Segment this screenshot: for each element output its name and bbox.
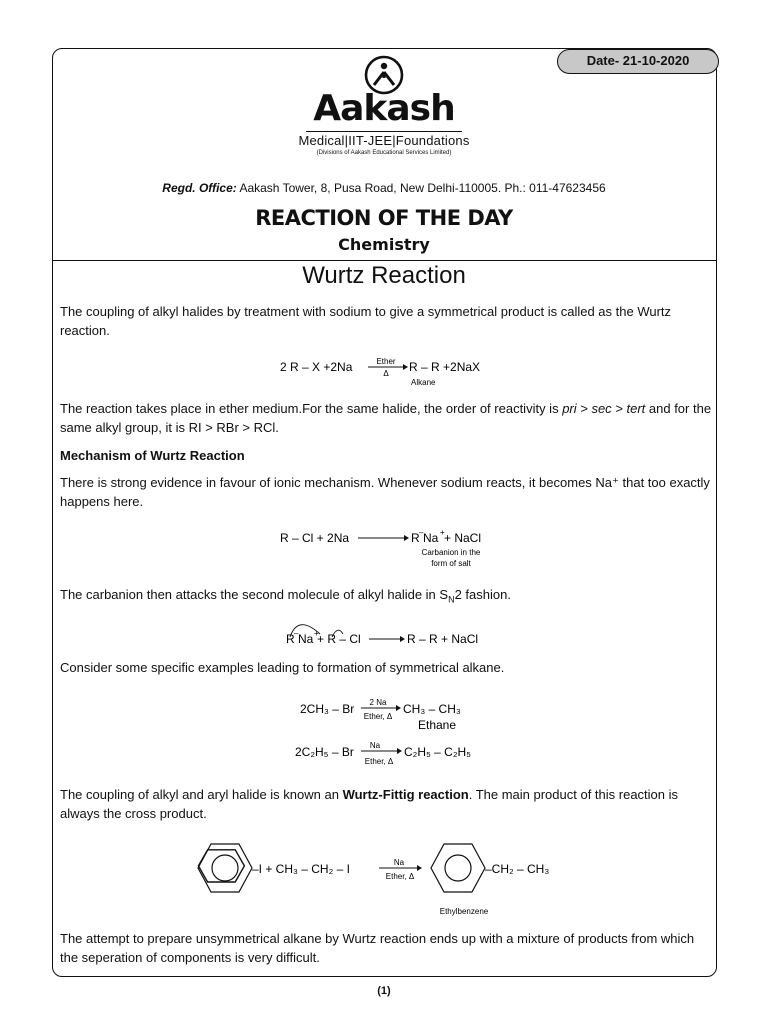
brand-division: (Divisions of Aakash Educational Services Limited) [316, 150, 452, 156]
unsymmetrical-paragraph: The attempt to prepare unsymmetrical alkane by Wurtz reaction ends up with a mixture of products from which the seperation of components is very difficult. [60, 931, 695, 965]
brand-name: Aakash [313, 88, 455, 129]
equation-5 [287, 737, 487, 769]
examples-paragraph: Consider some specific examples leading to formation of symmetrical alkane. [60, 660, 505, 675]
equation-3 [276, 612, 506, 652]
regd-label: Regd. Office: [162, 181, 237, 195]
eq5-rhs: C₂H₅ – C₂H₅ [404, 745, 471, 759]
eq2-plus: + [440, 528, 445, 537]
p2-order: pri > sec > tert [562, 401, 646, 416]
eq6-above: Na [393, 858, 405, 867]
eq5-above: Na [369, 741, 381, 750]
page-number: (1) [377, 985, 391, 997]
eq6-product-label: Ethylbenzene [439, 907, 489, 916]
page-title: Wurtz Reaction [302, 262, 466, 289]
eq3-rest: + R – Cl [317, 632, 361, 646]
p4-sub: N [448, 594, 455, 605]
eq2-lhs: R – Cl + 2Na [280, 531, 350, 545]
p6-post: . The main product of this reaction is always the cross product. [60, 787, 679, 821]
benzene-ring-left-icon [198, 844, 252, 892]
eq1-lhs: 2 R – X +2Na [280, 360, 353, 374]
mechanism-heading: Mechanism of Wurtz Reaction [60, 448, 245, 463]
date-badge: Date- 21-10-2020 [557, 49, 719, 74]
reactivity-paragraph [60, 399, 712, 437]
p6-bold: Wurtz-Fittig reaction [342, 787, 469, 802]
equation-4 [292, 694, 492, 734]
eq2-R: R [411, 531, 420, 545]
eq4-above: 2 Na [369, 698, 387, 707]
eq2-note2: form of salt [431, 559, 471, 568]
eq2-Na: Na [423, 531, 439, 545]
tagline-rule [306, 131, 462, 132]
eq4-below: Ether, Δ [363, 712, 393, 721]
eq1-product-label: Alkane [411, 378, 436, 387]
eq2-rest: + NaCl [444, 531, 482, 545]
eq1-rhs: R – R +2NaX [409, 360, 481, 374]
eq3-Na: Na [298, 632, 314, 646]
eq6-below: Ether, Δ [385, 872, 415, 881]
regd-address: Aakash Tower, 8, Pusa Road, New Delhi-110005. Ph.: 011-47623456 [236, 181, 606, 195]
equation-6 [194, 836, 584, 920]
ionic-paragraph: There is strong evidence in favour of ionic mechanism. Whenever sodium reacts, it becomes Na⁺ that too exactly happens here. [60, 475, 710, 509]
p2-pre: The reaction takes place in ether medium.For the same halide, the order of reactivity is [60, 401, 563, 416]
banner-title: REACTION OF THE DAY [255, 206, 513, 230]
eq1-below: Δ [383, 369, 389, 378]
eq4-rhs: CH₃ – CH₃ [403, 702, 461, 716]
subject-title: Chemistry [338, 235, 430, 254]
eq2-minus: – [419, 528, 424, 537]
equation-1 [270, 352, 500, 392]
brand-tagline: Medical|IIT-JEE|Foundations [298, 133, 470, 148]
eq5-below: Ether, Δ [364, 757, 394, 766]
eq3-minus: – [294, 629, 299, 638]
benzene-ring-right-icon [431, 844, 485, 892]
p6-pre: The coupling of alkyl and aryl halide is known an [60, 787, 343, 802]
eq3-plus: + [314, 629, 319, 638]
eq4-product-label: Ethane [418, 718, 457, 732]
header-divider [52, 260, 717, 261]
p2-post: and for the same alkyl group, it is RI > RBr > RCl. [60, 401, 712, 435]
p4-post: 2 fashion. [454, 587, 511, 602]
eq5-lhs: 2C₂H₅ – Br [295, 745, 354, 759]
eq6-lhs: –I + CH₃ – CH₂ – I [252, 862, 350, 876]
eq1-above: Ether [376, 357, 396, 366]
intro-paragraph: The coupling of alkyl halides by treatment with sodium to give a symmetrical product is called as the Wurtz reaction. [60, 304, 672, 338]
wurtz-fittig-paragraph [60, 785, 712, 823]
eq2-note1: Carbanion in the [421, 548, 481, 557]
eq4-lhs: 2CH₃ – Br [300, 702, 355, 716]
eq6-rhs: –CH₂ – CH₃ [485, 862, 550, 876]
p4-pre: The carbanion then attacks the second molecule of alkyl halide in S [60, 587, 449, 602]
eq3-rhs: R – R + NaCl [407, 632, 479, 646]
registered-office [0, 181, 768, 195]
equation-2 [270, 524, 510, 574]
sn2-paragraph [60, 585, 712, 610]
eq3-R: R [286, 632, 295, 646]
